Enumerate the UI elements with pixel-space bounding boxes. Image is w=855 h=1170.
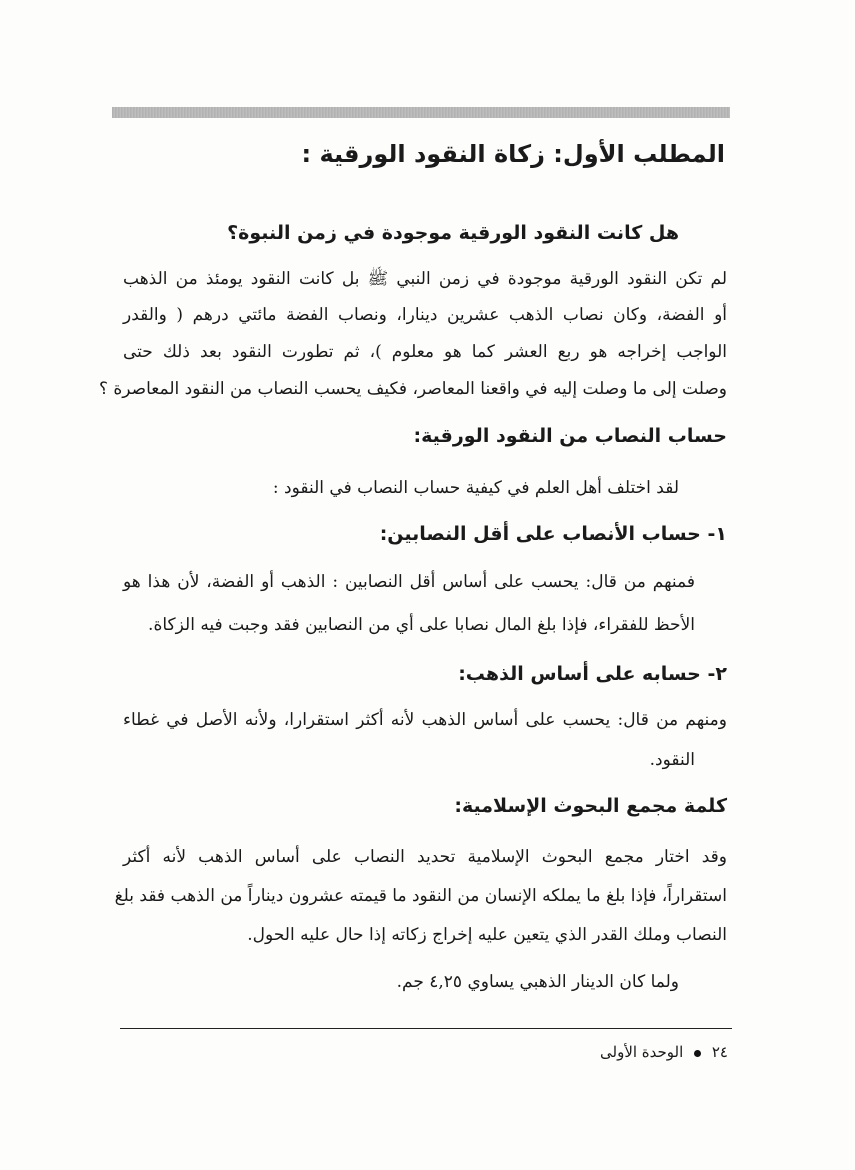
paragraph-line: فمنهم من قال: يحسب على أساس أقل النصابين : الذهب أو الفضة، لأن هذا هو — [123, 572, 695, 592]
paragraph-line: النصاب وملك القدر الذي يتعين عليه إخراج زكاته إذا حال عليه الحول. — [247, 925, 727, 945]
subheading-calc: حساب النصاب من النقود الورقية: — [413, 425, 727, 447]
paragraph-line: الأحظ للفقراء، فإذا بلغ المال نصابا على أي من النصابين فقد وجبت فيه الزكاة. — [148, 615, 695, 635]
paragraph-line: لم تكن النقود الورقية موجودة في زمن النبي ﷺ بل كانت النقود يومئذ من الذهب — [123, 269, 727, 289]
subheading-one: ١- حساب الأنصاب على أقل النصابين: — [379, 523, 727, 545]
paragraph-line: لقد اختلف أهل العلم في كيفية حساب النصاب في النقود : — [272, 478, 679, 498]
bullet-icon — [694, 1050, 701, 1057]
paragraph-line: النقود. — [649, 750, 695, 770]
paragraph-line: وصلت إلى ما وصلت إليه في واقعنا المعاصر، فكيف يحسب النصاب من النقود المعاصرة ؟ — [98, 379, 727, 399]
page-footer — [600, 1043, 728, 1061]
paragraph-line: استقراراً، فإذا بلغ ما يملكه الإنسان من النقود ما قيمته عشرون ديناراً من الذهب فقد بلغ — [114, 886, 727, 906]
paragraph-line: الواجب إخراجه هو ربع العشر كما هو معلوم )، ثم تطورت النقود بعد ذلك حتى — [123, 342, 727, 362]
top-decorative-band — [112, 107, 730, 118]
unit-label: الوحدة الأولى — [600, 1043, 684, 1061]
subheading-two: ٢- حسابه على أساس الذهب: — [458, 663, 727, 685]
question-heading: هل كانت النقود الورقية موجودة في زمن النبوة؟ — [227, 222, 679, 244]
subheading-majma: كلمة مجمع البحوث الإسلامية: — [454, 795, 727, 817]
paragraph-line: ومنهم من قال: يحسب على أساس الذهب لأنه أكثر استقرارا، ولأنه الأصل في غطاء — [123, 710, 727, 730]
footer-rule — [120, 1028, 732, 1029]
paragraph-line: أو الفضة، وكان نصاب الذهب عشرين دينارا، ونصاب الفضة مائتي درهم ( والقدر — [123, 305, 727, 325]
paragraph-line: وقد اختار مجمع البحوث الإسلامية تحديد النصاب على أساس الذهب لأنه أكثر — [123, 847, 727, 867]
paragraph-line: ولما كان الدينار الذهبي يساوي ٤,٢٥ جم. — [396, 972, 679, 992]
page-number: ٢٤ — [711, 1043, 728, 1061]
section-title: المطلب الأول: زكاة النقود الورقية : — [301, 140, 725, 168]
